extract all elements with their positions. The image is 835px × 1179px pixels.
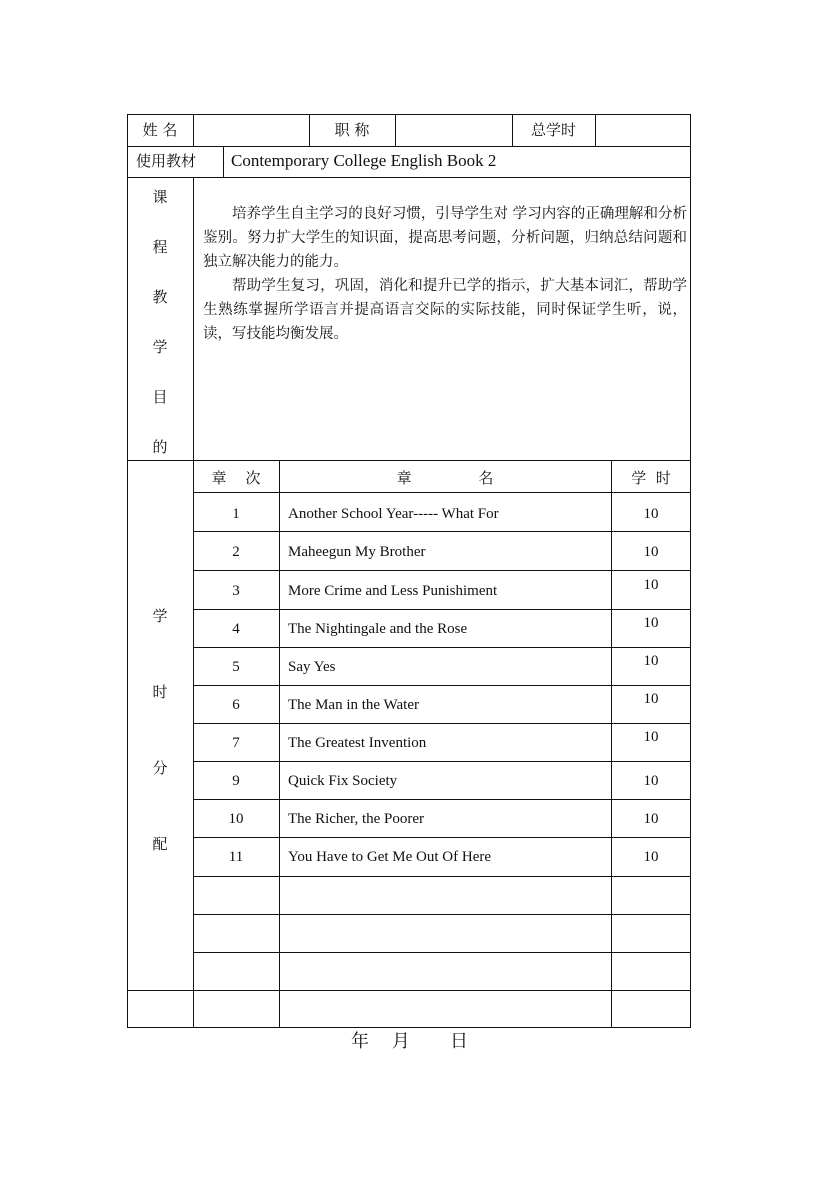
chapter-hours: 10 [643, 729, 659, 745]
objectives-label-char: 目 [152, 388, 168, 406]
col-divider [395, 114, 396, 146]
chapter-number: 6 [232, 697, 240, 713]
job-title-label: 职 称 [334, 121, 370, 139]
objectives-label-char: 课 [152, 188, 168, 206]
chapter-hours: 10 [643, 773, 659, 789]
textbook-value: Contemporary College English Book 2 [231, 151, 497, 170]
col-divider [223, 146, 224, 177]
chapter-number: 7 [232, 735, 240, 751]
row-divider [127, 177, 691, 178]
objectives-text [203, 202, 687, 346]
row-divider [193, 914, 691, 915]
row-divider [127, 146, 691, 147]
chapter-name: The Greatest Invention [288, 735, 427, 751]
chapter-hours: 10 [643, 691, 659, 707]
schedule-label-char: 学 [152, 607, 168, 625]
row-divider [127, 460, 691, 461]
objectives-label-char: 学 [152, 338, 168, 356]
objectives-label-char: 程 [152, 238, 168, 256]
schedule-label-char: 时 [152, 683, 168, 701]
row-divider [193, 609, 691, 610]
objectives-label-char: 教 [152, 288, 168, 306]
chapter-number: 4 [232, 621, 240, 637]
objectives-paragraph: 培养学生自主学习的良好习惯，引导学生对 学习内容的正确理解和分析鉴别。努力扩大学生的知识面，提高思考问题，分析问题，归纳总结问题和独立解决能力的能力。 [203, 206, 687, 270]
row-divider [193, 685, 691, 686]
chapter-number: 11 [228, 849, 244, 865]
chapter-name: More Crime and Less Punishiment [288, 583, 498, 599]
row-divider [193, 647, 691, 648]
col-divider [193, 177, 194, 1028]
chapter-name: Quick Fix Society [288, 773, 398, 789]
textbook-label: 使用教材 [136, 152, 197, 170]
name-label: 姓 名 [142, 121, 178, 139]
schedule-label-char: 分 [152, 759, 168, 777]
chapter-hours: 10 [643, 653, 659, 669]
chapter-hours: 10 [643, 849, 659, 865]
chapter-number: 2 [232, 544, 240, 560]
chapter-number: 1 [232, 506, 240, 522]
chapter-number: 3 [232, 583, 240, 599]
chapter-name: Maheegun My Brother [288, 544, 426, 560]
chapter-name: The Man in the Water [288, 697, 419, 713]
chapter-hours: 10 [643, 811, 659, 827]
chapter-name: Say Yes [288, 659, 336, 675]
row-divider [193, 837, 691, 838]
row-divider [193, 876, 691, 877]
row-divider [193, 952, 691, 953]
chapter-number: 5 [232, 659, 240, 675]
row-divider [193, 723, 691, 724]
chapter-name-header: 章 名 [396, 469, 494, 487]
chapter-name: You Have to Get Me Out Of Here [288, 849, 492, 865]
row-divider [127, 990, 691, 991]
chapter-name: The Nightingale and the Rose [288, 621, 468, 637]
col-divider [595, 114, 596, 146]
chapter-number: 10 [228, 811, 244, 827]
chapter-name: Another School Year----- What For [288, 506, 499, 522]
chapter-hours: 10 [643, 577, 659, 593]
row-divider [193, 799, 691, 800]
date-line: 年 月 日 [351, 1031, 468, 1052]
objectives-label-char: 的 [152, 438, 168, 456]
chapter-hours: 10 [643, 615, 659, 631]
row-divider [193, 531, 691, 532]
col-divider [193, 114, 194, 146]
chapter-hours: 10 [643, 506, 659, 522]
hours-header: 学 时 [631, 469, 671, 487]
schedule-label-char: 配 [152, 835, 168, 853]
chapter-number: 9 [232, 773, 240, 789]
chapter-name: The Richer, the Poorer [288, 811, 425, 827]
col-divider [279, 460, 280, 1028]
row-divider [193, 492, 691, 493]
objectives-paragraph: 帮助学生复习，巩固，消化和提升已学的指示，扩大基本词汇，帮助学生熟练掌握所学语言并提高语言交际的实际技能，同时保证学生听，说，读，写技能均衡发展。 [203, 278, 687, 342]
chapter-number-header: 章 次 [211, 469, 261, 487]
chapter-hours: 10 [643, 544, 659, 560]
row-divider [193, 761, 691, 762]
total-hours-label: 总学时 [530, 121, 576, 139]
row-divider [193, 570, 691, 571]
